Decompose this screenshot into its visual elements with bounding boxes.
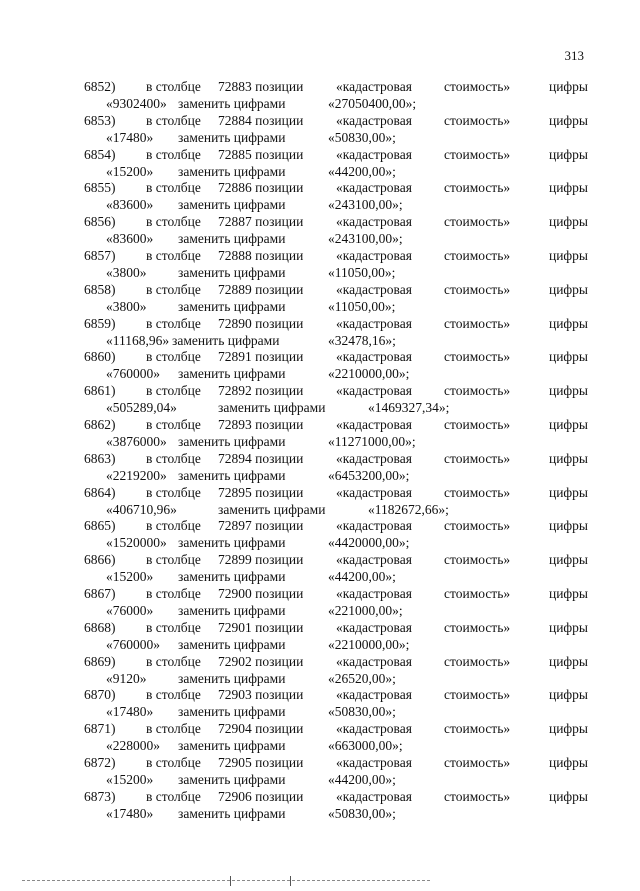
entry-number: 6867) bbox=[84, 585, 116, 601]
column-label: в столбце bbox=[146, 214, 201, 230]
value-label: стоимость» bbox=[444, 585, 511, 601]
cadastral-label: «кадастровая bbox=[336, 552, 412, 568]
old-value: «760000» bbox=[106, 366, 160, 382]
new-value: «44200,00»; bbox=[328, 569, 396, 585]
amendment-entry bbox=[84, 315, 588, 349]
replace-label: заменить цифрами bbox=[178, 704, 286, 720]
old-value: «83600» bbox=[106, 231, 154, 247]
entry-number: 6865) bbox=[84, 518, 116, 534]
entry-number: 6856) bbox=[84, 214, 116, 230]
digits-label: цифры bbox=[548, 619, 588, 635]
value-label: стоимость» bbox=[444, 484, 511, 500]
amendment-entry bbox=[84, 619, 588, 653]
new-value: «1469327,34»; bbox=[368, 400, 450, 416]
position-label: 72886 позиции bbox=[218, 180, 304, 196]
digits-label: цифры bbox=[548, 484, 588, 500]
entry-line-1 bbox=[84, 754, 588, 771]
column-label: в столбце bbox=[146, 450, 201, 466]
position-label: 72899 позиции bbox=[218, 552, 304, 568]
position-label: 72893 позиции bbox=[218, 416, 304, 432]
cadastral-label: «кадастровая bbox=[336, 79, 412, 94]
entry-line-1 bbox=[84, 112, 588, 129]
position-label: 72891 позиции bbox=[218, 349, 304, 365]
entry-line-2 bbox=[84, 298, 588, 315]
new-value: «4420000,00»; bbox=[328, 535, 410, 551]
digits-label: цифры bbox=[548, 653, 588, 669]
digits-label: цифры bbox=[548, 214, 588, 230]
amendment-entry bbox=[84, 585, 588, 619]
new-value: «11050,00»; bbox=[328, 298, 396, 314]
amendment-entry bbox=[84, 416, 588, 450]
position-label: 72895 позиции bbox=[218, 484, 304, 500]
entry-line-1 bbox=[84, 551, 588, 568]
digits-label: цифры bbox=[548, 247, 588, 263]
entry-line-1 bbox=[84, 213, 588, 230]
entry-line-1 bbox=[84, 686, 588, 703]
old-value: «76000» bbox=[106, 602, 154, 618]
value-label: стоимость» bbox=[444, 146, 511, 162]
cadastral-label: «кадастровая bbox=[336, 383, 412, 399]
digits-label: цифры bbox=[548, 450, 588, 466]
entry-line-2 bbox=[84, 129, 588, 146]
entry-line-2 bbox=[84, 433, 588, 450]
replace-label: заменить цифрами bbox=[178, 298, 286, 314]
digits-label: цифры bbox=[548, 552, 588, 568]
digits-label: цифры bbox=[548, 180, 588, 196]
cadastral-label: «кадастровая bbox=[336, 247, 412, 263]
entry-number: 6860) bbox=[84, 349, 116, 365]
amendment-entry bbox=[84, 754, 588, 788]
column-label: в столбце bbox=[146, 146, 201, 162]
entry-line-2 bbox=[84, 737, 588, 754]
column-label: в столбце bbox=[146, 383, 201, 399]
column-label: в столбце bbox=[146, 247, 201, 263]
digits-label: цифры bbox=[548, 416, 588, 432]
old-value: «17480» bbox=[106, 704, 154, 720]
new-value: «663000,00»; bbox=[328, 738, 403, 754]
entry-line-1 bbox=[84, 247, 588, 264]
column-label: в столбце bbox=[146, 484, 201, 500]
replace-label: заменить цифрами bbox=[178, 96, 286, 111]
cadastral-label: «кадастровая bbox=[336, 112, 412, 128]
replace-label: заменить цифрами bbox=[218, 400, 326, 416]
digits-label: цифры bbox=[548, 687, 588, 703]
digits-label: цифры bbox=[548, 518, 588, 534]
position-label: 72902 позиции bbox=[218, 653, 304, 669]
old-value: «9120» bbox=[106, 670, 147, 686]
new-value: «50830,00»; bbox=[328, 805, 396, 821]
old-value: «2219200» bbox=[106, 467, 167, 483]
entry-line-1 bbox=[84, 450, 588, 467]
cadastral-label: «кадастровая bbox=[336, 585, 412, 601]
replace-label: заменить цифрами bbox=[178, 366, 286, 382]
old-value: «9302400» bbox=[106, 96, 167, 111]
digits-label: цифры bbox=[548, 349, 588, 365]
old-value: «17480» bbox=[106, 805, 154, 821]
old-value: «406710,96» bbox=[106, 501, 177, 517]
amendment-entry bbox=[84, 653, 588, 687]
footer-tick-left bbox=[230, 876, 231, 886]
replace-label: заменить цифрами bbox=[178, 231, 286, 247]
position-label: 72884 позиции bbox=[218, 112, 304, 128]
entry-line-2 bbox=[84, 636, 588, 653]
old-value: «15200» bbox=[106, 569, 154, 585]
old-value: «15200» bbox=[106, 163, 154, 179]
entry-line-2 bbox=[84, 534, 588, 551]
entry-line-1 bbox=[84, 348, 588, 365]
value-label: стоимость» bbox=[444, 518, 511, 534]
position-label: 72906 позиции bbox=[218, 788, 304, 804]
new-value: «50830,00»; bbox=[328, 129, 396, 145]
position-label: 72904 позиции bbox=[218, 721, 304, 737]
cadastral-label: «кадастровая bbox=[336, 687, 412, 703]
cadastral-label: «кадастровая bbox=[336, 315, 412, 331]
cadastral-label: «кадастровая bbox=[336, 754, 412, 770]
amendment-entry bbox=[84, 213, 588, 247]
amendment-entry bbox=[84, 382, 588, 416]
column-label: в столбце bbox=[146, 552, 201, 568]
footer-rule bbox=[22, 880, 430, 881]
column-label: в столбце bbox=[146, 687, 201, 703]
replace-label: заменить цифрами bbox=[178, 197, 286, 213]
value-label: стоимость» bbox=[444, 687, 511, 703]
position-label: 72885 позиции bbox=[218, 146, 304, 162]
column-label: в столбце bbox=[146, 281, 201, 297]
replace-label: заменить цифрами bbox=[178, 433, 286, 449]
value-label: стоимость» bbox=[444, 112, 511, 128]
old-value: «17480» bbox=[106, 129, 154, 145]
new-value: «6453200,00»; bbox=[328, 467, 410, 483]
replace-label: заменить цифрами bbox=[178, 129, 286, 145]
entry-number: 6869) bbox=[84, 653, 116, 669]
replace-label: заменить цифрами bbox=[178, 738, 286, 754]
new-value: «27050400,00»; bbox=[328, 96, 417, 111]
entry-line-1 bbox=[84, 788, 588, 805]
digits-label: цифры bbox=[548, 79, 588, 94]
value-label: стоимость» bbox=[444, 214, 511, 230]
cadastral-label: «кадастровая bbox=[336, 653, 412, 669]
entry-number: 6858) bbox=[84, 281, 116, 297]
entry-number: 6866) bbox=[84, 552, 116, 568]
cadastral-label: «кадастровая bbox=[336, 450, 412, 466]
value-label: стоимость» bbox=[444, 247, 511, 263]
new-value: «50830,00»; bbox=[328, 704, 396, 720]
entry-line-2 bbox=[84, 501, 588, 518]
digits-label: цифры bbox=[548, 788, 588, 804]
new-value: «26520,00»; bbox=[328, 670, 396, 686]
entry-line-1 bbox=[84, 315, 588, 332]
value-label: стоимость» bbox=[444, 315, 511, 331]
entry-line-2 bbox=[84, 602, 588, 619]
entry-number: 6870) bbox=[84, 687, 116, 703]
old-value: «3800» bbox=[106, 264, 147, 280]
entry-number: 6861) bbox=[84, 383, 116, 399]
new-value: «2210000,00»; bbox=[328, 366, 410, 382]
entry-line-2 bbox=[84, 365, 588, 382]
position-label: 72900 позиции bbox=[218, 585, 304, 601]
old-value: «505289,04» bbox=[106, 400, 177, 416]
position-label: 72887 позиции bbox=[218, 214, 304, 230]
amendment-entry bbox=[84, 247, 588, 281]
entry-line-1 bbox=[84, 653, 588, 670]
entry-line-2 bbox=[84, 196, 588, 213]
entry-number: 6873) bbox=[84, 788, 116, 804]
replace-label: заменить цифрами bbox=[178, 163, 286, 179]
digits-label: цифры bbox=[548, 146, 588, 162]
entry-line-1 bbox=[84, 517, 588, 534]
column-label: в столбце bbox=[146, 518, 201, 534]
position-label: 72890 позиции bbox=[218, 315, 304, 331]
replace-label: заменить цифрами bbox=[178, 670, 286, 686]
column-label: в столбце bbox=[146, 180, 201, 196]
value-label: стоимость» bbox=[444, 619, 511, 635]
entry-number: 6863) bbox=[84, 450, 116, 466]
entry-line-2 bbox=[84, 703, 588, 720]
column-label: в столбце bbox=[146, 721, 201, 737]
entry-line-2 bbox=[84, 399, 588, 416]
amendment-entry bbox=[84, 348, 588, 382]
position-label: 72894 позиции bbox=[218, 450, 304, 466]
amendment-entry bbox=[84, 720, 588, 754]
column-label: в столбце bbox=[146, 112, 201, 128]
old-value: «228000» bbox=[106, 738, 160, 754]
value-label: стоимость» bbox=[444, 79, 511, 94]
column-label: в столбце bbox=[146, 349, 201, 365]
old-value: «1520000» bbox=[106, 535, 167, 551]
new-value: «243100,00»; bbox=[328, 231, 403, 247]
replace-label: заменить цифрами bbox=[178, 467, 286, 483]
entry-line-2 bbox=[84, 264, 588, 281]
position-label: 72903 позиции bbox=[218, 687, 304, 703]
value-label: стоимость» bbox=[444, 450, 511, 466]
cadastral-label: «кадастровая bbox=[336, 788, 412, 804]
old-value: «83600» bbox=[106, 197, 154, 213]
column-label: в столбце bbox=[146, 754, 201, 770]
entry-line-1 bbox=[84, 416, 588, 433]
entry-number: 6854) bbox=[84, 146, 116, 162]
amendment-entry bbox=[84, 146, 588, 180]
value-label: стоимость» bbox=[444, 180, 511, 196]
entry-number: 6852) bbox=[84, 79, 116, 94]
amendment-entry bbox=[84, 179, 588, 213]
cadastral-label: «кадастровая bbox=[336, 281, 412, 297]
cadastral-label: «кадастровая bbox=[336, 416, 412, 432]
entry-number: 6859) bbox=[84, 315, 116, 331]
digits-label: цифры bbox=[548, 281, 588, 297]
cadastral-label: «кадастровая bbox=[336, 721, 412, 737]
replace-label: заменить цифрами bbox=[178, 602, 286, 618]
entry-line-1 bbox=[84, 78, 588, 95]
entry-number: 6853) bbox=[84, 112, 116, 128]
old-value: «3876000» bbox=[106, 433, 167, 449]
entry-line-1 bbox=[84, 585, 588, 602]
amendment-entry bbox=[84, 686, 588, 720]
amendment-entry bbox=[84, 551, 588, 585]
new-value: «11050,00»; bbox=[328, 264, 396, 280]
value-label: стоимость» bbox=[444, 349, 511, 365]
cadastral-label: «кадастровая bbox=[336, 349, 412, 365]
new-value: «221000,00»; bbox=[328, 602, 403, 618]
cadastral-label: «кадастровая bbox=[336, 180, 412, 196]
column-label: в столбце bbox=[146, 619, 201, 635]
digits-label: цифры bbox=[548, 585, 588, 601]
entry-line-1 bbox=[84, 484, 588, 501]
entry-line-2 bbox=[84, 568, 588, 585]
value-label: стоимость» bbox=[444, 754, 511, 770]
entry-line-2 bbox=[84, 95, 588, 112]
replace-label: заменить цифрами bbox=[178, 805, 286, 821]
amendment-list bbox=[84, 78, 588, 822]
amendment-entry bbox=[84, 281, 588, 315]
entry-line-1 bbox=[84, 146, 588, 163]
entry-line-2 bbox=[84, 230, 588, 247]
value-label: стоимость» bbox=[444, 721, 511, 737]
old-value: «760000» bbox=[106, 636, 160, 652]
new-value: «11271000,00»; bbox=[328, 433, 416, 449]
old-value: «15200» bbox=[106, 771, 154, 787]
digits-label: цифры bbox=[548, 721, 588, 737]
position-label: 72905 позиции bbox=[218, 754, 304, 770]
value-label: стоимость» bbox=[444, 788, 511, 804]
entry-line-1 bbox=[84, 179, 588, 196]
replace-label: заменить цифрами bbox=[178, 569, 286, 585]
position-label: 72901 позиции bbox=[218, 619, 304, 635]
cadastral-label: «кадастровая bbox=[336, 518, 412, 534]
column-label: в столбце bbox=[146, 79, 201, 94]
position-label: 72892 позиции bbox=[218, 383, 304, 399]
value-label: стоимость» bbox=[444, 653, 511, 669]
new-value: «44200,00»; bbox=[328, 771, 396, 787]
amendment-entry bbox=[84, 788, 588, 822]
entry-line-1 bbox=[84, 720, 588, 737]
digits-label: цифры bbox=[548, 315, 588, 331]
cadastral-label: «кадастровая bbox=[336, 214, 412, 230]
replace-label: заменить цифрами bbox=[178, 264, 286, 280]
entry-number: 6862) bbox=[84, 416, 116, 432]
amendment-entry bbox=[84, 112, 588, 146]
amendment-entry bbox=[84, 450, 588, 484]
new-value: «1182672,66»; bbox=[368, 501, 449, 517]
entry-line-2 bbox=[84, 332, 588, 349]
column-label: в столбце bbox=[146, 788, 201, 804]
replace-label: заменить цифрами bbox=[178, 636, 286, 652]
digits-label: цифры bbox=[548, 754, 588, 770]
entry-number: 6855) bbox=[84, 180, 116, 196]
footer-tick-right bbox=[290, 876, 291, 886]
page-number: 313 bbox=[564, 48, 584, 63]
entry-line-2 bbox=[84, 163, 588, 180]
replace-label: заменить цифрами bbox=[178, 535, 286, 551]
new-value: «44200,00»; bbox=[328, 163, 396, 179]
entry-line-2 bbox=[84, 805, 588, 822]
entry-number: 6857) bbox=[84, 247, 116, 263]
new-value: «32478,16»; bbox=[328, 332, 396, 348]
digits-label: цифры bbox=[548, 383, 588, 399]
cadastral-label: «кадастровая bbox=[336, 619, 412, 635]
column-label: в столбце bbox=[146, 585, 201, 601]
cadastral-label: «кадастровая bbox=[336, 484, 412, 500]
entry-line-1 bbox=[84, 281, 588, 298]
position-label: 72897 позиции bbox=[218, 518, 304, 534]
position-label: 72883 позиции bbox=[218, 79, 304, 94]
value-label: стоимость» bbox=[444, 552, 511, 568]
replace-label: заменить цифрами bbox=[178, 771, 286, 787]
value-label: стоимость» bbox=[444, 416, 511, 432]
new-value: «243100,00»; bbox=[328, 197, 403, 213]
entry-line-1 bbox=[84, 382, 588, 399]
amendment-entry bbox=[84, 484, 588, 518]
old-value: «11168,96» bbox=[106, 332, 170, 348]
value-label: стоимость» bbox=[444, 383, 511, 399]
column-label: в столбце bbox=[146, 416, 201, 432]
entry-line-2 bbox=[84, 467, 588, 484]
entry-number: 6871) bbox=[84, 721, 116, 737]
new-value: «2210000,00»; bbox=[328, 636, 410, 652]
column-label: в столбце bbox=[146, 315, 201, 331]
replace-label: заменить цифрами bbox=[218, 501, 326, 517]
entry-line-1 bbox=[84, 619, 588, 636]
entry-number: 6868) bbox=[84, 619, 116, 635]
entry-number: 6864) bbox=[84, 484, 116, 500]
old-value: «3800» bbox=[106, 298, 147, 314]
replace-label: заменить цифрами bbox=[172, 332, 280, 348]
entry-line-2 bbox=[84, 670, 588, 687]
value-label: стоимость» bbox=[444, 281, 511, 297]
position-label: 72888 позиции bbox=[218, 247, 304, 263]
entry-line-2 bbox=[84, 771, 588, 788]
amendment-entry bbox=[84, 517, 588, 551]
cadastral-label: «кадастровая bbox=[336, 146, 412, 162]
amendment-entry bbox=[84, 78, 588, 112]
digits-label: цифры bbox=[548, 112, 588, 128]
entry-number: 6872) bbox=[84, 754, 116, 770]
position-label: 72889 позиции bbox=[218, 281, 304, 297]
column-label: в столбце bbox=[146, 653, 201, 669]
